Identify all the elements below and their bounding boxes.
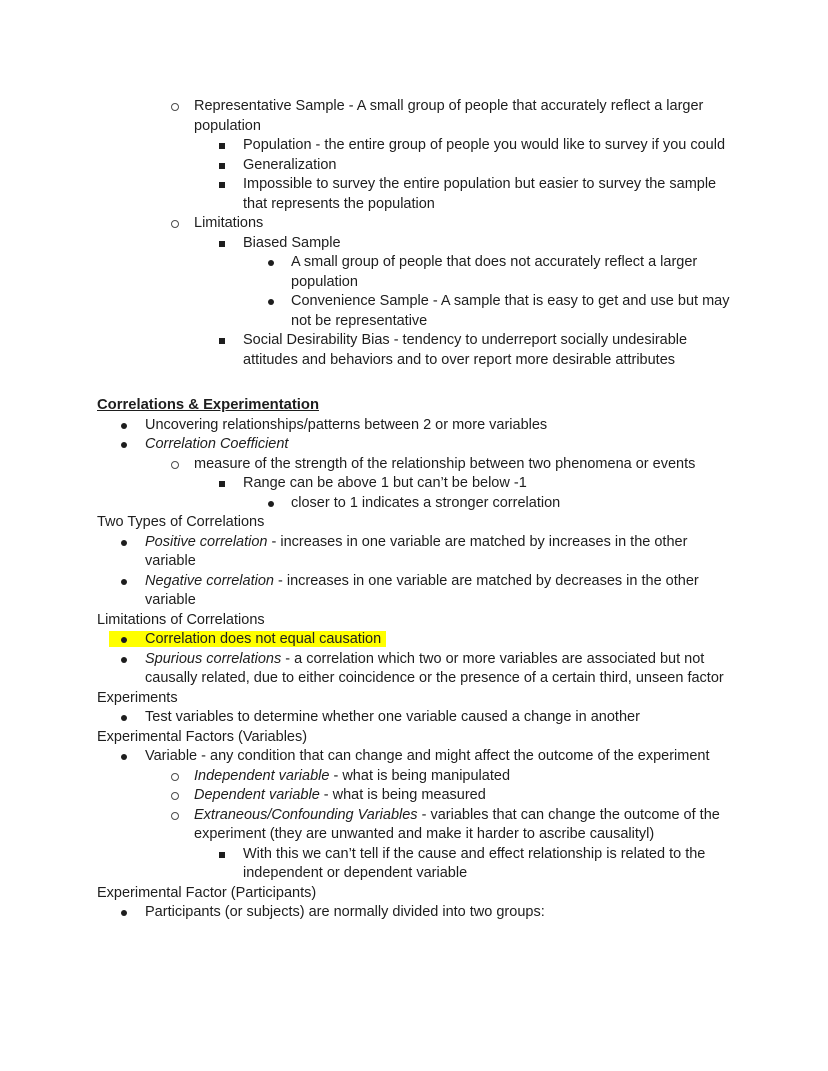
text-run: Dependent variable [194, 787, 320, 803]
bullet-circle-icon [171, 220, 179, 228]
paragraph [97, 513, 731, 533]
bullet-disc-icon [121, 910, 127, 916]
list-item [97, 650, 731, 689]
text [291, 495, 560, 511]
paragraph [97, 689, 731, 709]
text [145, 904, 545, 920]
text [243, 475, 527, 491]
text-run: A small group of people that does not accurately reflect a larger population [291, 254, 698, 290]
bullet-square-icon [219, 852, 225, 858]
text [194, 456, 695, 472]
bullet-square-icon [219, 182, 225, 188]
bullet-disc-icon [121, 423, 127, 429]
text-run: - increases in one variable are matched by increases in the other variable [145, 533, 688, 569]
text [97, 729, 307, 745]
list-item [97, 97, 731, 136]
bullet-square-icon [219, 481, 225, 487]
text-run: Independent variable [194, 767, 330, 784]
list-item [97, 767, 731, 787]
text-run: Experimental Factor (Participants) [97, 884, 317, 901]
text [97, 514, 264, 530]
bullet-square-icon [219, 241, 225, 247]
bullet-square-icon [219, 163, 225, 169]
text-run: With this we can’t tell if the cause and effect relationship is related to the independent or dependent variable [243, 845, 706, 881]
list-item [97, 494, 731, 514]
text-run: Range can be above 1 but can’t be below -1 [243, 475, 527, 491]
text [109, 631, 386, 647]
text-run: Extraneous/Confounding Variables [194, 806, 418, 823]
bullet-square-icon [219, 338, 225, 344]
text-run: Limitations [194, 215, 264, 231]
text-run: - what is being measured [319, 787, 486, 803]
text-run: Experiments [97, 689, 178, 706]
list-item [97, 747, 731, 767]
bullet-circle-icon [171, 103, 179, 111]
list-item [97, 175, 731, 214]
list-item [97, 234, 731, 254]
text [194, 98, 703, 134]
bullet-disc-icon [121, 715, 127, 721]
text-run: measure of the strength of the relationship between two phenomena or events [194, 455, 696, 472]
text-run: Uncovering relationships/patterns between 2 or more variables [145, 416, 548, 433]
text-run: Correlations & Experimentation [97, 397, 319, 413]
text-run: - a correlation which two or more variables are associated but not causally related, due to either coincidence or the presence of a certain third, unseen factor [145, 650, 724, 686]
section-gap [97, 370, 731, 396]
list-item [97, 416, 731, 436]
list-item [97, 156, 731, 176]
bullet-disc-icon [268, 299, 274, 305]
text [243, 176, 716, 212]
list-item [97, 845, 731, 884]
bullet-disc-icon [268, 260, 274, 266]
paragraph [97, 611, 731, 631]
bullet-disc-icon [121, 442, 127, 448]
bullet-circle-icon [171, 792, 179, 800]
text [243, 235, 341, 251]
text [243, 846, 705, 882]
text-run: Experimental Factors (Variables) [97, 728, 308, 745]
document-content [97, 97, 731, 923]
list-item [97, 435, 731, 455]
text-run: Limitations of Correlations [97, 611, 265, 628]
text [97, 612, 265, 628]
text [97, 690, 178, 706]
text [145, 709, 640, 725]
text [145, 534, 687, 570]
bullet-circle-icon [171, 461, 179, 469]
bullet-circle-icon [171, 773, 179, 781]
text [145, 573, 699, 609]
text [145, 651, 724, 687]
paragraph [97, 884, 731, 904]
paragraph [97, 728, 731, 748]
text-run: Population - the entire group of people you would like to survey if you could [243, 137, 726, 153]
text [243, 332, 687, 368]
bullet-disc-icon [121, 754, 127, 760]
text-run: Spurious correlations [145, 650, 282, 667]
text [97, 885, 316, 901]
text-run: Correlation Coefficient [145, 436, 289, 452]
heading-text [97, 397, 319, 413]
text [194, 787, 486, 803]
list-item [97, 253, 731, 292]
bullet-disc-icon [121, 657, 127, 663]
text [194, 215, 263, 231]
bullet-disc-icon [121, 637, 127, 643]
text-run: Correlation does not equal causation [145, 631, 382, 647]
text-run: Biased Sample [243, 234, 341, 251]
bullet-circle-icon [171, 812, 179, 820]
text [145, 417, 547, 433]
text-run: - variables that can change the outcome of the experiment (they are unwanted and make it harder to ascribe causalityl) [194, 806, 720, 842]
text-run: - what is being manipulated [329, 767, 511, 784]
list-item [97, 214, 731, 234]
text [291, 254, 697, 290]
text-run: Positive correlation [145, 533, 268, 550]
text-run: Negative correlation [145, 572, 274, 589]
text-run: closer to 1 indicates a stronger correlation [291, 494, 561, 511]
bullet-disc-icon [121, 540, 127, 546]
list-item [97, 474, 731, 494]
list-item [97, 136, 731, 156]
text-run: Generalization [243, 156, 337, 173]
text [194, 768, 510, 784]
list-item [97, 533, 731, 572]
text-run: Variable - any condition that can change and might affect the outcome of the experiment [145, 748, 710, 764]
text-run: Impossible to survey the entire population but easier to survey the sample that represents the population [243, 176, 717, 212]
text [194, 807, 720, 843]
list-item [97, 292, 731, 331]
text [243, 157, 337, 173]
bullet-square-icon [219, 143, 225, 149]
list-item [97, 331, 731, 370]
text [145, 436, 288, 452]
text-run: Social Desirability Bias - tendency to underreport socially undesirable attitudes and behaviors and to over report more desirable attributes [243, 332, 688, 368]
bullet-disc-icon [121, 579, 127, 585]
text [243, 137, 725, 153]
section-heading [97, 396, 731, 416]
text-run: Test variables to determine whether one variable caused a change in another [145, 709, 640, 725]
list-item [97, 708, 731, 728]
text [145, 748, 710, 764]
list-item [97, 786, 731, 806]
text-run: - increases in one variable are matched by decreases in the other variable [145, 572, 699, 608]
text-run: Two Types of Correlations [97, 514, 265, 530]
list-item [97, 455, 731, 475]
list-item [97, 572, 731, 611]
text-run: Convenience Sample - A sample that is easy to get and use but may not be representative [291, 293, 730, 329]
text-run: Representative Sample - A small group of people that accurately reflect a larger population [194, 98, 704, 134]
text [291, 293, 729, 329]
list-item [97, 903, 731, 923]
bullet-disc-icon [268, 501, 274, 507]
text-run: Participants (or subjects) are normally divided into two groups: [145, 904, 545, 920]
highlighted-list-item [97, 630, 731, 650]
list-item [97, 806, 731, 845]
